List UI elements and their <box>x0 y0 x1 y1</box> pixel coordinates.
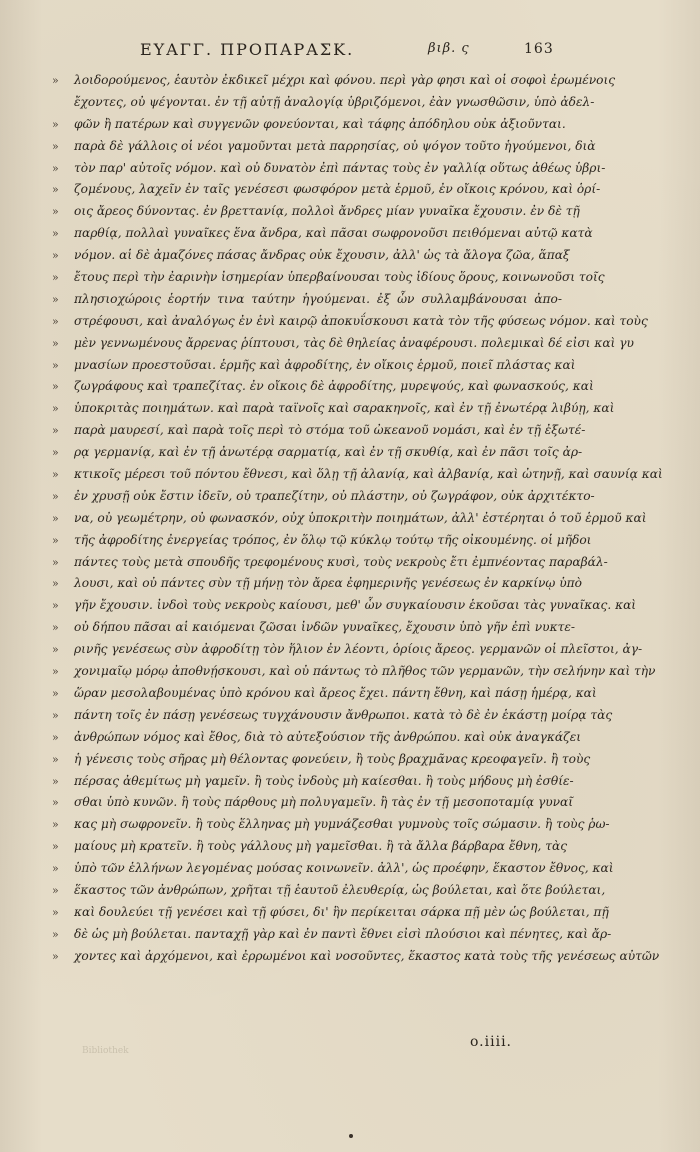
text-line <box>52 683 597 705</box>
line-text: πλησιοχώροις ἑορτήν τινα ταύτην ἡγούμεναι. ἐξ ὧν συλλαμβάνουσαι ἀπο- <box>74 291 562 306</box>
margin-quote-mark: » <box>52 139 59 153</box>
line-text: ὥραν μεσολαβουμένας ὑπὸ κρόνου καὶ ἄρεος ἔχει. πάντη ἔθνη, καὶ πάσῃ ἡμέρᾳ, καὶ <box>74 685 597 700</box>
line-text: ὑποκριτὰς ποιημάτων. καὶ παρὰ ταϊνοῖς καὶ σαρακηνοῖς, καὶ ἐν τῇ ἐνωτέρᾳ λιβύῃ, καὶ <box>74 401 615 416</box>
line-text: λουσι, καὶ οὐ πάντες σὺν τῇ μήνῃ τὸν ἄρεα ἐφημερινῆς γενέσεως ἐν καρκίνῳ ὑπὸ <box>74 576 583 591</box>
line-text: οὐ δήπου πᾶσαι αἱ καιόμεναι ζῶσαι ἰνδῶν γυναῖκες, ἔχουσιν ὑπὸ γῆν ἐπὶ νυκτε- <box>74 620 575 635</box>
text-line <box>52 92 595 114</box>
line-text: πάντη τοῖς ἐν πάσῃ γενέσεως τυγχάνουσιν ἄνθρωποι. κατὰ τὸ δὲ ἐν ἑκάστῃ μοίρᾳ τὰς <box>74 707 613 722</box>
margin-quote-mark: » <box>52 227 59 241</box>
margin-quote-mark: » <box>52 271 59 285</box>
margin-quote-mark: » <box>52 358 59 372</box>
line-text: ἀνθρώπων νόμος καὶ ἔθος, διὰ τὸ αὐτεξούσιον τῆς ἀνθρώπου. καὶ οὐκ ἀναγκάζει <box>74 729 582 744</box>
text-line <box>52 814 610 836</box>
text-line <box>52 880 606 902</box>
line-text: ὑπὸ τῶν ἑλλήνων λεγομένας μούσας κοινωνεῖν. ἀλλ', ὡς προέφην, ἕκαστον ἔθνος, καὶ <box>74 861 614 876</box>
margin-quote-mark: » <box>52 708 59 722</box>
bottom-dot <box>349 1134 353 1138</box>
line-text: ζωγράφους καὶ τραπεζίτας. ἐν οἴκοις δὲ ἀφροδίτης, μυρεψούς, καὶ φωνασκούς, καὶ <box>74 379 594 394</box>
margin-quote-mark: » <box>52 927 59 941</box>
line-text: στρέφουσι, καὶ ἀναλόγως ἐν ἑνὶ καιρῷ ἀποκυΐσκουσι κατὰ τὸν τῆς φύσεως νόμον. καὶ τοὺς <box>74 313 648 328</box>
text-line <box>52 771 574 793</box>
line-text: καὶ δουλεύει τῇ γενέσει καὶ τῇ φύσει, δι' ἣν περίκειται σάρκα πῇ μὲν ὡς βούλεται, πῇ <box>74 904 609 919</box>
line-text: κας μὴ σωφρονεῖν. ἢ τοὺς ἕλληνας μὴ γυμνάζεσθαι γυμνοὺς τοῖς σώμασιν. ἢ τοὺς ῥω- <box>74 817 610 832</box>
text-line <box>52 617 575 639</box>
line-text: κτικοῖς μέρεσι τοῦ πόντου ἔθνεσι, καὶ ὅλῃ τῇ ἀλανίᾳ, καὶ ἀλβανίᾳ, καὶ ὠτηνῇ, καὶ σαυνίᾳ καὶ <box>74 467 663 482</box>
page-number: 163 <box>524 41 554 57</box>
margin-quote-mark: » <box>52 949 59 963</box>
text-line <box>52 289 562 311</box>
margin-quote-mark: » <box>52 314 59 328</box>
margin-quote-mark: » <box>52 74 59 87</box>
line-text: ἐν χρυσῇ οὐκ ἔστιν ἰδεῖν, οὐ τραπεζίτην, οὐ πλάστην, οὐ ζωγράφον, οὐκ ἀρχιτέκτο- <box>74 488 595 503</box>
text-line <box>52 727 582 749</box>
margin-quote-mark: » <box>52 905 59 919</box>
margin-quote-mark: » <box>52 117 59 131</box>
margin-quote-mark: » <box>52 446 59 460</box>
text-line <box>52 201 580 223</box>
line-text: ζομένους, λαχεῖν ἐν ταῖς γενέσεσι φωσφόρον μετὰ ἑρμοῦ, ἐν οἴκοις κρόνου, καὶ ὁρί- <box>74 182 601 197</box>
line-text: πέρσας ἀθεμίτως μὴ γαμεῖν. ἢ τοὺς ἰνδοὺς μὴ καίεσθαι. ἢ τοὺς μήδους μὴ ἐσθίε- <box>74 773 574 788</box>
text-line <box>52 442 583 464</box>
text-line <box>52 836 568 858</box>
text-line <box>52 639 643 661</box>
line-text: ἔχοντες, οὐ ψέγονται. ἐν τῇ αὐτῇ ἀναλογίᾳ ὑβριζόμενοι, ἐὰν γνωσθῶσιν, ὑπὸ ἀδελ- <box>74 94 595 109</box>
margin-quote-mark: » <box>52 840 59 854</box>
line-text: σθαι ὑπὸ κυνῶν. ἢ τοὺς πάρθους μὴ πολυγαμεῖν. ἢ τὰς ἐν τῇ μεσοποταμίᾳ γυναῖ <box>74 795 574 810</box>
signature-mark: o.iiii. <box>470 1034 512 1050</box>
line-text: ἡ γένεσις τοὺς σῆρας μὴ θέλοντας φονεύειν, ἢ τοὺς βραχμᾶνας κρεοφαγεῖν. ἢ τοὺς <box>74 751 591 766</box>
line-text: τῆς ἀφροδίτης ἐνεργείας τρόπος, ἐν ὅλῳ τῷ κύκλῳ τούτῳ τῆς οἰκουμένης. οἱ μῆδοι <box>74 532 592 547</box>
margin-quote-mark: » <box>52 752 59 766</box>
margin-quote-mark: » <box>52 205 59 219</box>
text-line <box>52 661 656 683</box>
line-text: ἔτους περὶ τὴν ἐαρινὴν ἰσημερίαν ὑπερβαίνουσαι τοὺς ἰδίους ὅρους, κοινωνοῦσι τοῖς <box>74 270 605 285</box>
line-text: λοιδορούμενος, ἑαυτὸν ἐκδικεῖ μέχρι καὶ φόνου. περὶ γὰρ φησι καὶ οἱ σοφοὶ ἐρωμένοις <box>74 73 616 87</box>
margin-quote-mark: » <box>52 577 59 591</box>
line-text: χονιμαῖῳ μόρῳ ἀποθνῄσκουσι, καὶ οὐ πάντως τὸ πλῆθος τῶν γερμανῶν, τὴν σελήνην καὶ τὴν <box>74 664 656 679</box>
line-text: δὲ ὡς μὴ βούλεται. πανταχῇ γὰρ καὶ ἐν παντὶ ἔθνει εἰσὶ πλούσιοι καὶ πένητες, καὶ ἄρ- <box>74 926 612 941</box>
text-line <box>52 902 609 924</box>
margin-quote-mark: » <box>52 643 59 657</box>
body-text <box>52 70 663 968</box>
book-reference: βιβ. ς <box>428 41 470 56</box>
library-stamp: Bibliothek <box>82 1046 129 1056</box>
text-line <box>52 552 608 574</box>
margin-quote-mark: » <box>52 336 59 350</box>
margin-quote-mark: » <box>52 730 59 744</box>
text-line <box>52 749 591 771</box>
line-text: παρθίᾳ, πολλαὶ γυναῖκες ἕνα ἄνδρα, καὶ πᾶσαι σωφρονοῦσι πειθόμεναι αὐτῷ κατὰ <box>74 226 593 241</box>
page-header <box>140 40 560 64</box>
margin-quote-mark: » <box>52 533 59 547</box>
line-text: χοντες καὶ ἀρχόμενοι, καὶ ἐρρωμένοι καὶ νοσοῦντες, ἕκαστος κατὰ τοὺς τῆς γενέσεως αὐτῶν <box>74 948 660 963</box>
margin-quote-mark: » <box>52 555 59 569</box>
margin-quote-mark: » <box>52 292 59 306</box>
margin-quote-mark: » <box>52 665 59 679</box>
line-text: τὸν παρ' αὐτοῖς νόμον. καὶ οὐ δυνατὸν ἐπὶ πάντας τοὺς ἐν γαλλίᾳ οὕτως ἀθέως ὑβρι- <box>74 160 606 175</box>
margin-quote-mark: » <box>52 599 59 613</box>
line-text: ρᾳ γερμανίᾳ, καὶ ἐν τῇ ἀνωτέρᾳ σαρματίᾳ, καὶ ἐν τῇ σκυθίᾳ, καὶ ἐν πᾶσι τοῖς ἀρ- <box>74 445 583 460</box>
margin-quote-mark: » <box>52 774 59 788</box>
line-text: να, οὐ γεωμέτρην, οὐ φωνασκόν, οὐχ ὑποκριτὴν ποιημάτων, ἀλλ' ἐστέρηται ὁ τοῦ ἑρμοῦ καὶ <box>74 510 647 525</box>
text-line <box>52 136 596 158</box>
text-line <box>52 333 634 355</box>
line-text: ρινῆς γενέσεως σὺν ἀφροδίτῃ τὸν ἥλιον ἐν λέοντι, ὁρίοις ἄρεος. γερμανῶν οἱ πλεῖστοι, ἀγ- <box>74 642 643 657</box>
text-line <box>52 267 605 289</box>
line-text: οις ἄρεος δύνοντας. ἐν βρεττανίᾳ, πολλοὶ ἄνδρες μίαν γυναῖκα ἔχουσιν. ἐν δὲ τῇ <box>74 204 580 219</box>
margin-quote-mark: » <box>52 621 59 635</box>
line-text: παρὰ δὲ γάλλοις οἱ νέοι γαμοῦνται μετὰ παρρησίας, οὐ ψόγον τοῦτο ἡγούμενοι, διὰ <box>74 138 596 153</box>
margin-quote-mark: » <box>52 468 59 482</box>
text-line <box>52 486 595 508</box>
text-line <box>52 158 606 180</box>
margin-quote-mark: » <box>52 380 59 394</box>
text-line <box>52 595 637 617</box>
text-line <box>52 464 663 486</box>
text-line <box>52 245 570 267</box>
line-text: ἕκαστος τῶν ἀνθρώπων, χρῆται τῇ ἑαυτοῦ ἐλευθερίᾳ, ὡς βούλεται, καὶ ὅτε βούλεται, <box>74 882 606 897</box>
text-line <box>52 858 614 880</box>
margin-quote-mark: » <box>52 489 59 503</box>
text-line <box>52 705 613 727</box>
margin-quote-mark: » <box>52 424 59 438</box>
margin-quote-mark: » <box>52 686 59 700</box>
text-line <box>52 70 616 92</box>
text-line <box>52 530 592 552</box>
text-line <box>52 573 583 595</box>
margin-quote-mark: » <box>52 796 59 810</box>
text-line <box>52 420 586 442</box>
text-line <box>52 924 612 946</box>
line-text: πάντες τοὺς μετὰ σπουδῆς τρεφομένους κυσὶ, τοὺς νεκροὺς ἔτι ἐμπνέοντας παραβάλ- <box>74 554 608 569</box>
margin-quote-mark: » <box>52 511 59 525</box>
margin-quote-mark: » <box>52 183 59 197</box>
text-line <box>52 223 593 245</box>
margin-quote-mark: » <box>52 862 59 876</box>
margin-quote-mark: » <box>52 249 59 263</box>
line-text: νόμον. αἱ δὲ ἀμαζόνες πάσας ἄνδρας οὐκ ἔχουσιν, ἀλλ' ὡς τὰ ἄλογα ζῶα, ἅπαξ <box>74 248 570 263</box>
margin-quote-mark: » <box>52 883 59 897</box>
text-line <box>52 508 647 530</box>
running-title: ΕΥΑΓΓ. ΠΡΟΠΑΡΑΣΚ. <box>140 40 355 59</box>
text-line <box>52 114 566 136</box>
line-text: φῶν ἢ πατέρων καὶ συγγενῶν φονεύονται, καὶ τάφης ἀπόδηλου οὐκ ἀξιοῦνται. <box>74 116 566 131</box>
text-line <box>52 311 648 333</box>
text-line <box>52 946 660 968</box>
margin-quote-mark: » <box>52 818 59 832</box>
text-line <box>52 398 615 420</box>
text-line <box>52 355 576 377</box>
line-text: παρὰ μαυρεσί, καὶ παρὰ τοῖς περὶ τὸ στόμα τοῦ ὠκεανοῦ νομάσι, καὶ ἐν τῇ ἐξωτέ- <box>74 423 586 438</box>
margin-quote-mark: » <box>52 402 59 416</box>
text-line <box>52 792 574 814</box>
text-line <box>52 179 601 201</box>
line-text: γῆν ἔχουσιν. ἰνδοὶ τοὺς νεκροὺς καίουσι, μεθ' ὧν συγκαίουσιν ἑκοῦσαι τὰς γυναῖκας. καὶ <box>74 598 637 613</box>
line-text: μὲν γεννωμένους ἄρρενας ῥίπτουσι, τὰς δὲ θηλείας ἀναφέρουσι. πολεμικαὶ δέ εἰσι καὶ γυ <box>74 335 634 350</box>
margin-quote-mark: » <box>52 161 59 175</box>
text-line <box>52 376 594 398</box>
line-text: μαίους μὴ κρατεῖν. ἢ τοὺς γάλλους μὴ γαμεῖσθαι. ἢ τὰ ἄλλα βάρβαρα ἔθνη, τὰς <box>74 839 568 854</box>
line-text: μνασίων προεστοῦσαι. ἑρμῆς καὶ ἀφροδίτης, ἐν οἴκοις ἑρμοῦ, ποιεῖ πλάστας καὶ <box>74 357 576 372</box>
